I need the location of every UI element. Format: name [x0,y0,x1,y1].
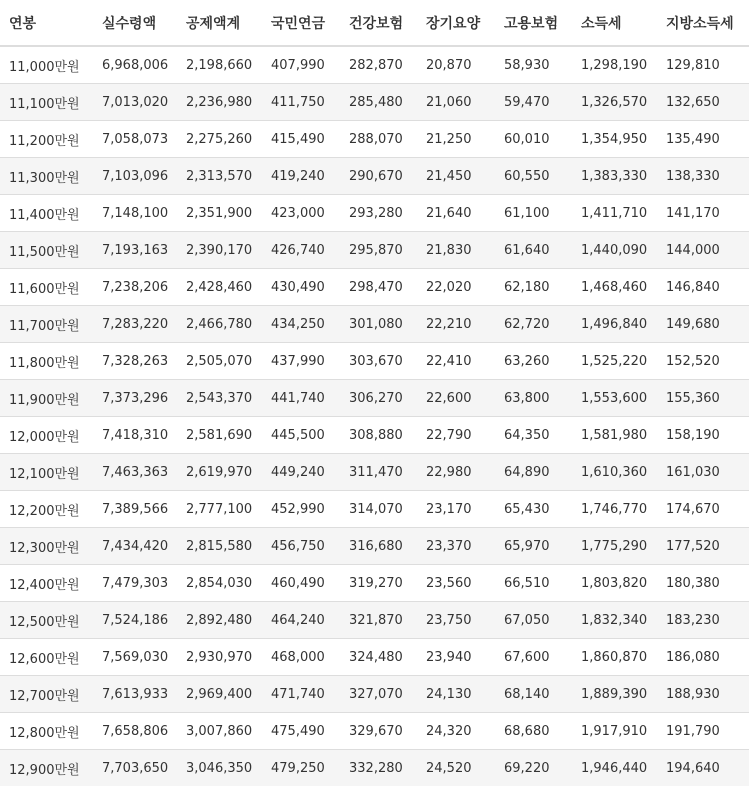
cell-long-term-care: 22,410 [417,343,495,380]
cell-salary: 11,600만원 [0,269,93,306]
cell-national-pension: 456,750 [262,528,340,565]
cell-employment-insurance: 66,510 [495,565,572,602]
cell-net-pay: 7,389,566 [93,491,177,528]
header-local-income-tax: 지방소득세 [657,0,749,46]
cell-total-deduction: 2,351,900 [177,195,262,232]
cell-long-term-care: 23,750 [417,602,495,639]
cell-income-tax: 1,298,190 [572,46,657,84]
cell-income-tax: 1,496,840 [572,306,657,343]
header-salary: 연봉 [0,0,93,46]
cell-health-insurance: 288,070 [340,121,417,158]
cell-net-pay: 7,328,263 [93,343,177,380]
cell-national-pension: 419,240 [262,158,340,195]
cell-long-term-care: 22,980 [417,454,495,491]
cell-salary: 12,200만원 [0,491,93,528]
cell-employment-insurance: 68,140 [495,676,572,713]
cell-total-deduction: 2,969,400 [177,676,262,713]
header-income-tax: 소득세 [572,0,657,46]
cell-net-pay: 7,238,206 [93,269,177,306]
cell-total-deduction: 2,892,480 [177,602,262,639]
cell-total-deduction: 2,619,970 [177,454,262,491]
cell-salary: 12,900만원 [0,750,93,787]
cell-net-pay: 7,373,296 [93,380,177,417]
cell-income-tax: 1,860,870 [572,639,657,676]
cell-health-insurance: 314,070 [340,491,417,528]
cell-total-deduction: 2,930,970 [177,639,262,676]
cell-health-insurance: 285,480 [340,84,417,121]
table-row [0,417,749,454]
cell-local-income-tax: 144,000 [657,232,749,269]
cell-national-pension: 475,490 [262,713,340,750]
cell-employment-insurance: 60,010 [495,121,572,158]
cell-health-insurance: 311,470 [340,454,417,491]
cell-health-insurance: 329,670 [340,713,417,750]
cell-employment-insurance: 67,050 [495,602,572,639]
cell-total-deduction: 3,046,350 [177,750,262,787]
cell-health-insurance: 324,480 [340,639,417,676]
cell-salary: 11,200만원 [0,121,93,158]
cell-health-insurance: 308,880 [340,417,417,454]
cell-employment-insurance: 59,470 [495,84,572,121]
cell-local-income-tax: 135,490 [657,121,749,158]
cell-income-tax: 1,581,980 [572,417,657,454]
cell-salary: 12,300만원 [0,528,93,565]
table-row [0,84,749,121]
table-row [0,528,749,565]
cell-long-term-care: 21,640 [417,195,495,232]
cell-local-income-tax: 152,520 [657,343,749,380]
cell-income-tax: 1,553,600 [572,380,657,417]
cell-net-pay: 7,283,220 [93,306,177,343]
cell-salary: 12,400만원 [0,565,93,602]
cell-income-tax: 1,775,290 [572,528,657,565]
header-long-term-care: 장기요양 [417,0,495,46]
cell-local-income-tax: 177,520 [657,528,749,565]
table-row [0,602,749,639]
cell-long-term-care: 22,210 [417,306,495,343]
cell-salary: 11,100만원 [0,84,93,121]
cell-employment-insurance: 68,680 [495,713,572,750]
cell-long-term-care: 22,020 [417,269,495,306]
cell-local-income-tax: 188,930 [657,676,749,713]
cell-health-insurance: 321,870 [340,602,417,639]
table-row [0,565,749,602]
cell-income-tax: 1,354,950 [572,121,657,158]
cell-salary: 11,300만원 [0,158,93,195]
cell-national-pension: 434,250 [262,306,340,343]
cell-health-insurance: 298,470 [340,269,417,306]
cell-salary: 11,700만원 [0,306,93,343]
cell-national-pension: 471,740 [262,676,340,713]
cell-national-pension: 411,750 [262,84,340,121]
cell-local-income-tax: 183,230 [657,602,749,639]
cell-local-income-tax: 194,640 [657,750,749,787]
cell-income-tax: 1,832,340 [572,602,657,639]
cell-net-pay: 7,418,310 [93,417,177,454]
cell-salary: 12,800만원 [0,713,93,750]
cell-employment-insurance: 60,550 [495,158,572,195]
cell-income-tax: 1,326,570 [572,84,657,121]
cell-total-deduction: 2,428,460 [177,269,262,306]
cell-total-deduction: 2,275,260 [177,121,262,158]
cell-local-income-tax: 161,030 [657,454,749,491]
cell-income-tax: 1,889,390 [572,676,657,713]
cell-health-insurance: 332,280 [340,750,417,787]
cell-local-income-tax: 146,840 [657,269,749,306]
table-row [0,343,749,380]
table-row [0,380,749,417]
cell-health-insurance: 319,270 [340,565,417,602]
cell-national-pension: 407,990 [262,46,340,84]
cell-employment-insurance: 64,350 [495,417,572,454]
cell-total-deduction: 2,198,660 [177,46,262,84]
cell-health-insurance: 316,680 [340,528,417,565]
cell-income-tax: 1,803,820 [572,565,657,602]
cell-health-insurance: 282,870 [340,46,417,84]
cell-salary: 11,900만원 [0,380,93,417]
cell-employment-insurance: 67,600 [495,639,572,676]
cell-net-pay: 7,463,363 [93,454,177,491]
table-row [0,639,749,676]
cell-total-deduction: 2,236,980 [177,84,262,121]
cell-salary: 12,700만원 [0,676,93,713]
cell-national-pension: 426,740 [262,232,340,269]
cell-health-insurance: 301,080 [340,306,417,343]
table-header-row [0,0,749,46]
cell-salary: 12,500만원 [0,602,93,639]
cell-income-tax: 1,411,710 [572,195,657,232]
cell-salary: 11,500만원 [0,232,93,269]
cell-total-deduction: 3,007,860 [177,713,262,750]
cell-total-deduction: 2,390,170 [177,232,262,269]
cell-employment-insurance: 69,220 [495,750,572,787]
cell-net-pay: 7,658,806 [93,713,177,750]
cell-long-term-care: 21,450 [417,158,495,195]
cell-income-tax: 1,468,460 [572,269,657,306]
cell-long-term-care: 22,790 [417,417,495,454]
cell-national-pension: 452,990 [262,491,340,528]
cell-employment-insurance: 63,800 [495,380,572,417]
cell-total-deduction: 2,777,100 [177,491,262,528]
cell-local-income-tax: 191,790 [657,713,749,750]
cell-long-term-care: 23,170 [417,491,495,528]
cell-total-deduction: 2,466,780 [177,306,262,343]
cell-employment-insurance: 61,100 [495,195,572,232]
cell-salary: 11,800만원 [0,343,93,380]
cell-salary: 11,000만원 [0,46,93,84]
cell-local-income-tax: 138,330 [657,158,749,195]
cell-salary: 12,000만원 [0,417,93,454]
cell-national-pension: 445,500 [262,417,340,454]
cell-long-term-care: 24,130 [417,676,495,713]
cell-net-pay: 7,569,030 [93,639,177,676]
table-row [0,158,749,195]
cell-income-tax: 1,440,090 [572,232,657,269]
cell-net-pay: 7,613,933 [93,676,177,713]
cell-national-pension: 468,000 [262,639,340,676]
cell-employment-insurance: 65,970 [495,528,572,565]
cell-net-pay: 7,479,303 [93,565,177,602]
header-total-deduction: 공제액계 [177,0,262,46]
cell-employment-insurance: 64,890 [495,454,572,491]
table-row [0,306,749,343]
cell-national-pension: 460,490 [262,565,340,602]
cell-long-term-care: 23,940 [417,639,495,676]
cell-net-pay: 7,013,020 [93,84,177,121]
header-national-pension: 국민연금 [262,0,340,46]
cell-income-tax: 1,917,910 [572,713,657,750]
cell-income-tax: 1,610,360 [572,454,657,491]
cell-total-deduction: 2,313,570 [177,158,262,195]
cell-health-insurance: 327,070 [340,676,417,713]
cell-local-income-tax: 141,170 [657,195,749,232]
table-row [0,750,749,787]
cell-income-tax: 1,383,330 [572,158,657,195]
cell-national-pension: 479,250 [262,750,340,787]
cell-local-income-tax: 155,360 [657,380,749,417]
cell-health-insurance: 303,670 [340,343,417,380]
cell-national-pension: 449,240 [262,454,340,491]
cell-net-pay: 7,703,650 [93,750,177,787]
table-row [0,713,749,750]
cell-long-term-care: 20,870 [417,46,495,84]
cell-long-term-care: 21,830 [417,232,495,269]
cell-local-income-tax: 129,810 [657,46,749,84]
cell-health-insurance: 290,670 [340,158,417,195]
cell-local-income-tax: 180,380 [657,565,749,602]
cell-salary: 12,600만원 [0,639,93,676]
table-row [0,195,749,232]
cell-local-income-tax: 158,190 [657,417,749,454]
cell-net-pay: 7,148,100 [93,195,177,232]
cell-long-term-care: 21,060 [417,84,495,121]
cell-health-insurance: 295,870 [340,232,417,269]
cell-local-income-tax: 132,650 [657,84,749,121]
table-row [0,46,749,84]
cell-long-term-care: 22,600 [417,380,495,417]
cell-local-income-tax: 174,670 [657,491,749,528]
cell-employment-insurance: 58,930 [495,46,572,84]
cell-total-deduction: 2,854,030 [177,565,262,602]
cell-employment-insurance: 61,640 [495,232,572,269]
cell-salary: 12,100만원 [0,454,93,491]
table-row [0,491,749,528]
table-row [0,676,749,713]
cell-net-pay: 6,968,006 [93,46,177,84]
cell-long-term-care: 23,560 [417,565,495,602]
cell-net-pay: 7,058,073 [93,121,177,158]
cell-health-insurance: 306,270 [340,380,417,417]
cell-net-pay: 7,103,096 [93,158,177,195]
cell-net-pay: 7,434,420 [93,528,177,565]
cell-total-deduction: 2,815,580 [177,528,262,565]
cell-long-term-care: 23,370 [417,528,495,565]
cell-national-pension: 423,000 [262,195,340,232]
cell-health-insurance: 293,280 [340,195,417,232]
cell-total-deduction: 2,505,070 [177,343,262,380]
cell-income-tax: 1,746,770 [572,491,657,528]
cell-national-pension: 441,740 [262,380,340,417]
cell-long-term-care: 21,250 [417,121,495,158]
table-row [0,269,749,306]
table-row [0,232,749,269]
table-body [0,46,749,786]
cell-total-deduction: 2,581,690 [177,417,262,454]
cell-income-tax: 1,525,220 [572,343,657,380]
cell-employment-insurance: 62,180 [495,269,572,306]
cell-employment-insurance: 65,430 [495,491,572,528]
cell-net-pay: 7,524,186 [93,602,177,639]
header-health-insurance: 건강보험 [340,0,417,46]
table-row [0,121,749,158]
cell-national-pension: 437,990 [262,343,340,380]
cell-total-deduction: 2,543,370 [177,380,262,417]
cell-employment-insurance: 62,720 [495,306,572,343]
cell-income-tax: 1,946,440 [572,750,657,787]
cell-net-pay: 7,193,163 [93,232,177,269]
cell-salary: 11,400만원 [0,195,93,232]
cell-national-pension: 430,490 [262,269,340,306]
cell-local-income-tax: 186,080 [657,639,749,676]
cell-long-term-care: 24,320 [417,713,495,750]
header-net-pay: 실수령액 [93,0,177,46]
header-employment-insurance: 고용보험 [495,0,572,46]
cell-long-term-care: 24,520 [417,750,495,787]
cell-national-pension: 415,490 [262,121,340,158]
cell-national-pension: 464,240 [262,602,340,639]
cell-employment-insurance: 63,260 [495,343,572,380]
table-row [0,454,749,491]
cell-local-income-tax: 149,680 [657,306,749,343]
